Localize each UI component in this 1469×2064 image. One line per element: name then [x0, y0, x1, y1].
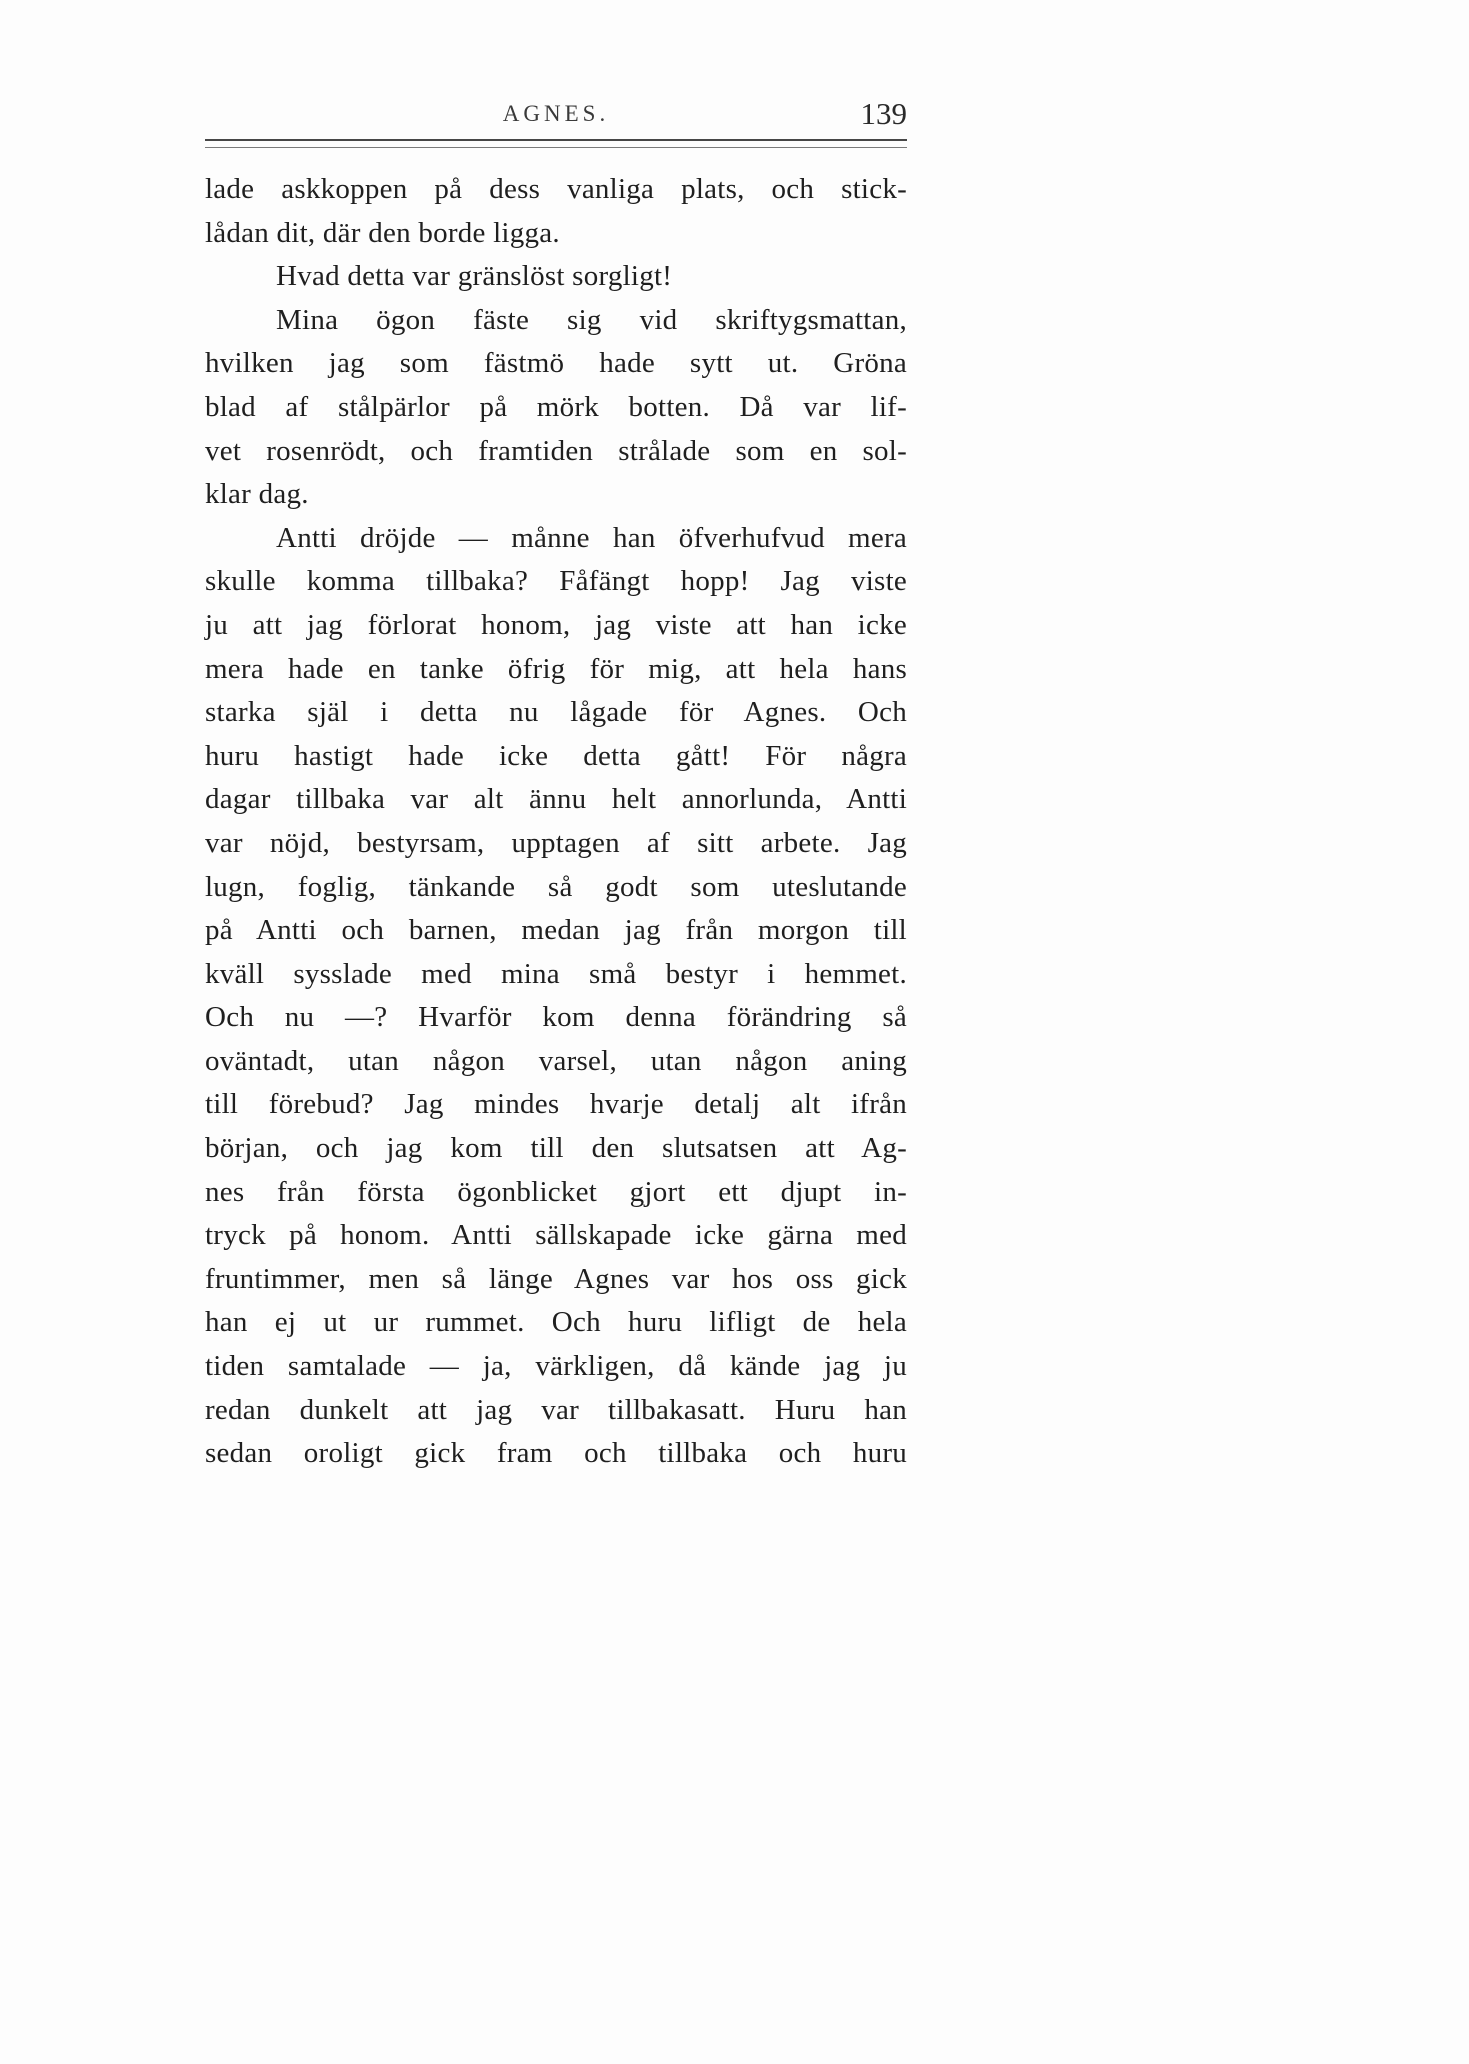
text-line: lådan dit, där den borde ligga.	[205, 216, 560, 249]
text-line: skulle komma tillbaka? Fåfängt hopp! Jag viste	[205, 565, 907, 598]
text-line: Och nu —? Hvarför kom denna förändring så	[205, 1001, 907, 1034]
text-line: nes från första ögonblicket gjort ett djupt in-	[205, 1175, 907, 1208]
text-block	[205, 168, 907, 1476]
text-line: dagar tillbaka var alt ännu helt annorlunda, Antti	[205, 783, 907, 816]
text-line: tiden samtalade — ja, värkligen, då kände jag ju	[205, 1350, 907, 1383]
text-line: sedan oroligt gick fram och tillbaka och huru	[205, 1437, 907, 1470]
text-line: klar dag.	[205, 478, 309, 511]
text-line: redan dunkelt att jag var tillbakasatt. Huru han	[205, 1393, 907, 1426]
page-number: 139	[860, 96, 907, 131]
text-line: Hvad detta var gränslöst sorgligt!	[276, 260, 673, 293]
text-line: han ej ut ur rummet. Och huru lifligt de hela	[205, 1306, 907, 1339]
text-line: starka själ i detta nu lågade för Agnes. Och	[205, 696, 907, 729]
text-line: på Antti och barnen, medan jag från morgon till	[205, 914, 907, 947]
text-line: lade askkoppen på dess vanliga plats, och stick-	[205, 173, 907, 205]
text-line: till förebud? Jag mindes hvarje detalj alt ifrån	[205, 1088, 907, 1121]
text-line: kväll sysslade med mina små bestyr i hemmet.	[205, 957, 907, 990]
text-line: var nöjd, bestyrsam, upptagen af sitt arbete. Jag	[205, 826, 907, 859]
page-header	[205, 96, 907, 132]
text-line: lugn, foglig, tänkande så godt som uteslutande	[205, 870, 907, 903]
text-line: hvilken jag som fästmö hade sytt ut. Gröna	[205, 347, 907, 380]
text-line: Antti dröjde — månne han öfverhufvud mera	[276, 521, 907, 554]
text-line: oväntadt, utan någon varsel, utan någon aning	[205, 1044, 907, 1077]
running-title: AGNES.	[502, 101, 610, 126]
text-line: mera hade en tanke öfrig för mig, att hela hans	[205, 652, 907, 685]
text-line: blad af stålpärlor på mörk botten. Då var lif-	[205, 390, 907, 423]
text-line: ju att jag förlorat honom, jag viste att han icke	[205, 608, 907, 641]
text-line: huru hastigt hade icke detta gått! För några	[205, 739, 907, 772]
text-line: fruntimmer, men så länge Agnes var hos oss gick	[205, 1262, 907, 1295]
text-line: Mina ögon fäste sig vid skriftygsmattan,	[276, 303, 907, 336]
text-line: början, och jag kom till den slutsatsen att Ag-	[205, 1132, 907, 1165]
text-line: vet rosenrödt, och framtiden strålade som en sol-	[205, 434, 907, 467]
header-rule	[205, 139, 907, 148]
text-line: tryck på honom. Antti sällskapade icke gärna med	[205, 1219, 907, 1252]
